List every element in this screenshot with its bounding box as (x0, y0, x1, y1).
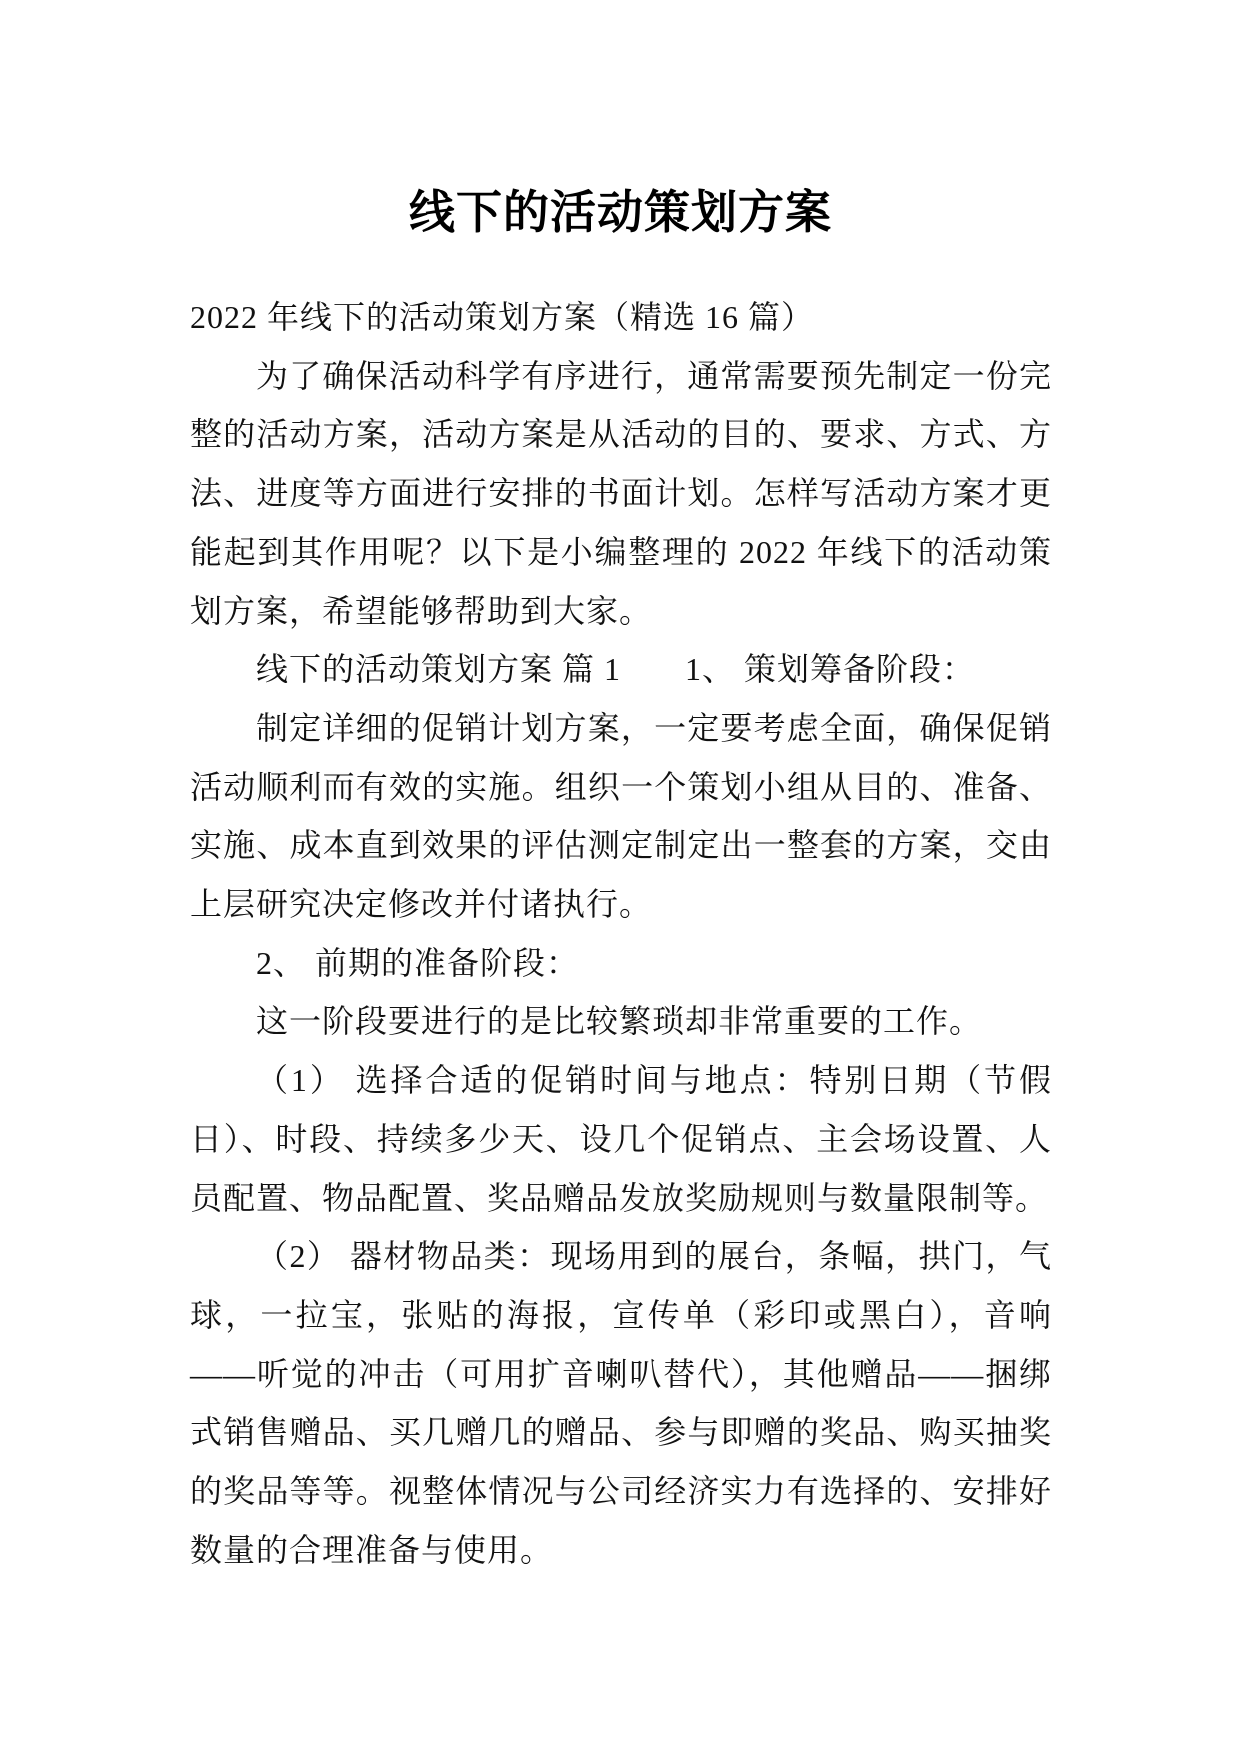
list-item: （2） 器材物品类：现场用到的展台，条幅，拱门，气球，一拉宝，张贴的海报，宣传单（彩印或黑白），音响——听觉的冲击（可用扩音喇叭替代），其他赠品——捆绑式销售赠品、买几赠几的赠品、参与即赠的奖品、购买抽奖的奖品等等。视整体情况与公司经济实力有选择的、安排好数量的合理准备与使用。 (190, 1238, 1052, 1568)
step2-body: 这一阶段要进行的是比较繁琐却非常重要的工作。 (256, 1003, 983, 1040)
document-body (190, 288, 1052, 1579)
list-item: （1） 选择合适的促销时间与地点：特别日期（节假日）、时段、持续多少天、设几个促销点、主会场设置、人员配置、物品配置、奖品赠品发放奖励规则与数量限制等。 (190, 1062, 1052, 1216)
step1-body: 制定详细的促销计划方案，一定要考虑全面，确保促销活动顺利而有效的实施。组织一个策划小组从目的、准备、实施、成本直到效果的评估测定制定出一整套的方案，交由上层研究决定修改并付诸执行。 (190, 709, 1052, 923)
section-heading (190, 640, 1052, 699)
intro-paragraph: 为了确保活动科学有序进行，通常需要预先制定一份完整的活动方案，活动方案是从活动的目的、要求、方式、方法、进度等方面进行安排的书面计划。怎样写活动方案才更能起到其作用呢？以下是小编整理的 2022 年线下的活动策划方案，希望能够帮助到大家。 (190, 357, 1052, 629)
section-label: 线下的活动策划方案 篇 1 (256, 651, 622, 688)
step2-heading: 2、 前期的准备阶段： (256, 944, 580, 981)
step1-heading: 1、 策划筹备阶段： (685, 651, 976, 688)
page-title: 线下的活动策划方案 (409, 186, 832, 238)
document-subtitle: 2022 年线下的活动策划方案（精选 16 篇） (190, 299, 815, 335)
